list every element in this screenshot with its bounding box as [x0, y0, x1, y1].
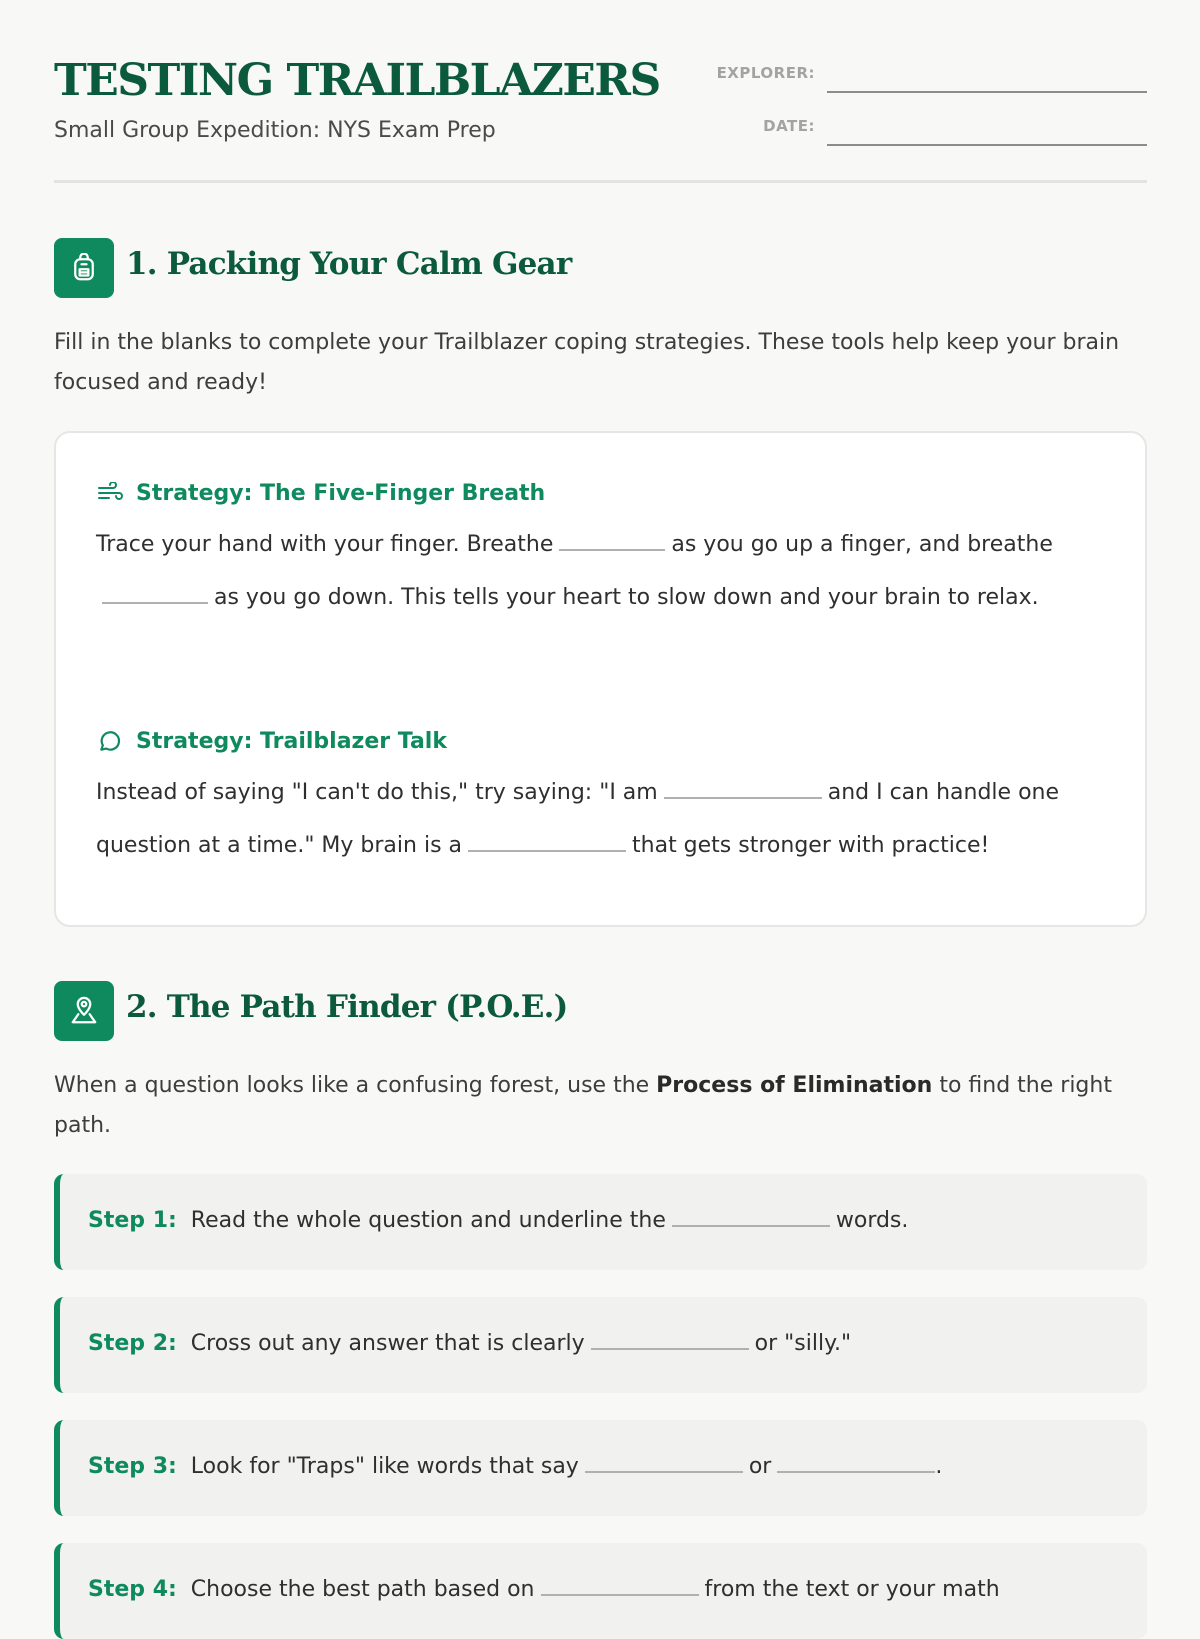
step-4-card	[54, 1543, 1147, 1639]
strategy-2-text	[96, 766, 1106, 872]
explorer-blank-line[interactable]	[827, 91, 1147, 93]
section-1-intro: Fill in the blanks to complete your Trailblazer coping strategies. These tools help keep your brain focused and ready!	[54, 330, 1120, 395]
section-2-title: 2. The Path Finder (P.O.E.)	[126, 989, 568, 1025]
blank-step-2[interactable]	[591, 1328, 749, 1350]
blank-breathe-in[interactable]	[559, 529, 665, 551]
strategy-1-text-part: Trace your hand with your finger. Breathe	[96, 532, 554, 557]
strategies-card	[54, 431, 1147, 927]
blank-brain-is-a[interactable]	[468, 830, 626, 852]
section-2-intro-bold: Process of Elimination	[656, 1073, 933, 1098]
date-field	[707, 115, 1147, 147]
step-3-label: Step 3:	[88, 1454, 177, 1479]
blank-step-1[interactable]	[672, 1205, 830, 1227]
step-2-text: or "silly."	[754, 1331, 852, 1356]
strategy-2-text-part: and I can handle one question at a time." My brain is a	[96, 780, 1060, 858]
section-2-intro	[54, 1066, 1147, 1146]
section-2-intro-part: to find the right path.	[54, 1073, 1112, 1138]
backpack-icon	[54, 238, 114, 298]
worksheet-page	[54, 0, 1147, 1602]
section-1-title: 1. Packing Your Calm Gear	[126, 246, 572, 282]
strategy-2-title: Strategy: Trailblazer Talk	[136, 728, 447, 754]
step-1-text: words.	[835, 1208, 909, 1233]
step-2-label: Step 2:	[88, 1331, 177, 1356]
strategy-2-heading	[96, 726, 447, 756]
blank-step-3a[interactable]	[585, 1451, 743, 1473]
strategy-1-heading	[96, 478, 545, 508]
explorer-label: EXPLORER:	[716, 64, 815, 82]
worksheet-subtitle: Small Group Expedition: NYS Exam Prep	[54, 118, 496, 143]
speech-bubble-icon	[96, 727, 124, 755]
worksheet-title: TESTING TRAILBLAZERS	[54, 55, 660, 106]
map-pin-icon	[54, 981, 114, 1041]
explorer-field	[707, 62, 1147, 94]
strategy-1-text-part: as you go up a finger, and breathe	[671, 532, 1053, 557]
step-4-text: from the text or your math	[704, 1577, 1000, 1602]
section-2-intro-part: When a question looks like a confusing forest, use the	[54, 1073, 650, 1098]
wind-icon	[96, 479, 124, 507]
step-4-label: Step 4:	[88, 1577, 177, 1602]
strategy-2-text-part: that gets stronger with practice!	[632, 833, 990, 858]
step-3-card	[54, 1420, 1147, 1516]
step-4-text: Choose the best path based on	[190, 1577, 535, 1602]
section-1-heading	[54, 238, 1147, 298]
step-2-card	[54, 1297, 1147, 1393]
worksheet-header	[54, 0, 1147, 183]
blank-step-4[interactable]	[541, 1574, 699, 1596]
step-3-text: Look for "Traps" like words that say	[190, 1454, 579, 1479]
date-label: DATE:	[763, 117, 815, 135]
step-3-text: .	[935, 1454, 943, 1479]
blank-i-am[interactable]	[664, 777, 822, 799]
step-3-text: or	[748, 1454, 772, 1479]
strategy-2-text-part: Instead of saying "I can't do this," try saying: "I am	[96, 780, 658, 805]
blank-step-3b[interactable]	[777, 1451, 935, 1473]
date-blank-line[interactable]	[827, 144, 1147, 146]
step-1-card	[54, 1174, 1147, 1270]
step-1-label: Step 1:	[88, 1208, 177, 1233]
strategy-1-text-part: as you go down. This tells your heart to slow down and your brain to relax.	[214, 585, 1039, 610]
step-2-text: Cross out any answer that is clearly	[190, 1331, 585, 1356]
blank-breathe-out[interactable]	[102, 582, 208, 604]
strategy-1-title: Strategy: The Five-Finger Breath	[136, 480, 546, 506]
section-2-heading	[54, 981, 1147, 1041]
strategy-1-text	[96, 518, 1106, 624]
step-1-text: Read the whole question and underline the	[190, 1208, 666, 1233]
